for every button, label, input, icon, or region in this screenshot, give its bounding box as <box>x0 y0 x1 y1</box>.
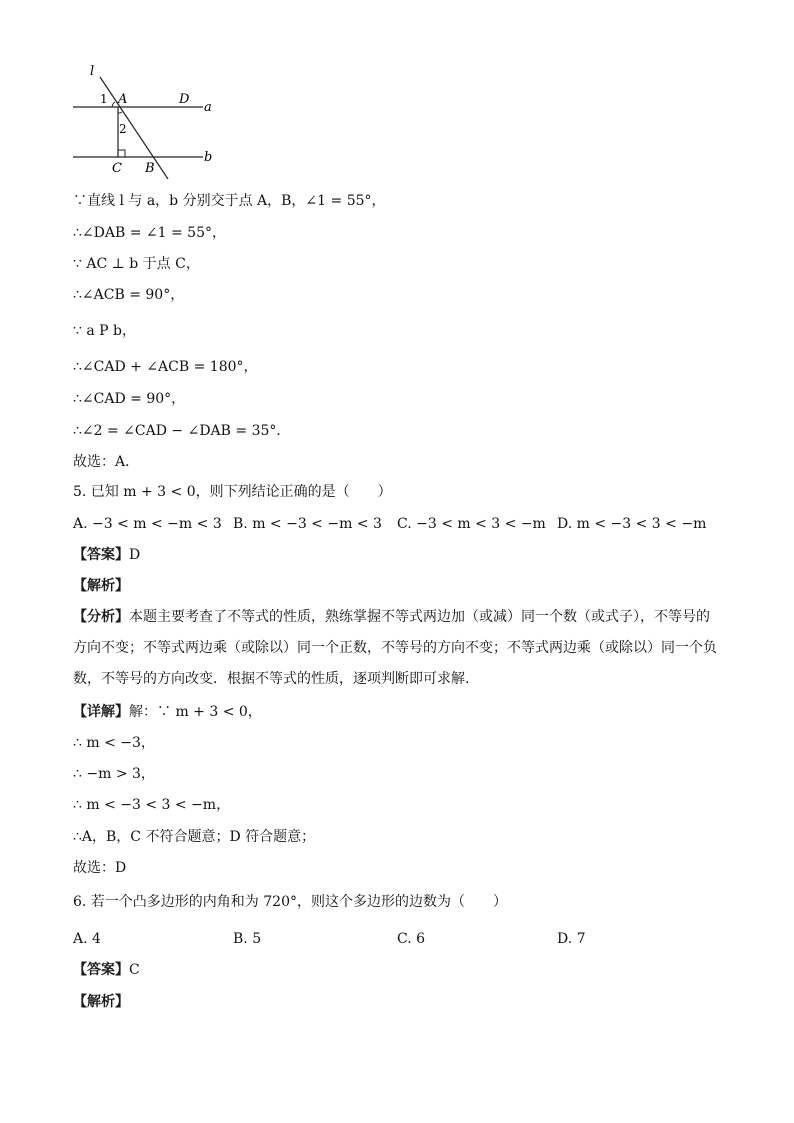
q6-option-d: D. 7 <box>557 931 586 947</box>
label-2: 2 <box>119 122 127 136</box>
angle-1-arc <box>112 102 115 107</box>
label-C: C <box>112 161 122 176</box>
parallel-lines-diagram <box>68 62 228 184</box>
analysis-tag: 【解析】 <box>73 994 129 1010</box>
label-a: a <box>204 100 212 115</box>
detail-tag: 【详解】 <box>73 704 129 720</box>
q6-answer <box>73 960 140 980</box>
answer-value: D <box>129 547 141 563</box>
line-l <box>100 77 168 179</box>
fenxi-text: 本题主要考查了不等式的性质，熟练掌握不等式两边加（或减）同一个数（或式子），不等号的方向不变；不等式两边乘（或除以）同一个正数，不等号的方向不变；不等式两边乘（或除以）同一个负数，不等号的方向改变．根据不等式的性质，逐项判断即可求解． <box>73 609 717 687</box>
right-angle-mark <box>118 150 125 157</box>
label-1: 1 <box>100 92 108 106</box>
label-l: l <box>90 64 95 79</box>
q6-option-c: C. 6 <box>397 931 426 947</box>
solution-line: ∴∠DAB = ∠1 = 55°， <box>73 225 226 241</box>
answer-tag: 【答案】 <box>73 962 129 978</box>
solution-line: ∵直线 l 与 a，b 分别交于点 A，B，∠1 = 55°， <box>73 193 386 209</box>
q5-option-d: D. m < −3 < 3 < −m <box>557 516 707 532</box>
solution-line: ∴∠2 = ∠CAD − ∠DAB = 35°． <box>73 423 291 439</box>
q5-answer <box>73 545 140 565</box>
solution-line: ∴∠CAD + ∠ACB = 180°， <box>73 359 258 375</box>
label-b: b <box>204 150 213 165</box>
q5-detail-first <box>73 702 262 722</box>
geometry-figure <box>68 62 228 184</box>
label-A: A <box>118 92 128 107</box>
question-6-stem: 6. 若一个凸多边形的内角和为 720°，则这个多边形的边数为（ ） <box>73 894 507 910</box>
q6-analysis-tag <box>73 992 129 1012</box>
analysis-tag: 【解析】 <box>73 578 129 594</box>
detail-line: ∴ m < −3 < 3 < −m， <box>73 797 231 813</box>
detail-line: ∴ m < −3， <box>73 735 155 751</box>
q5-option-b: B. m < −3 < −m < 3 <box>233 516 382 532</box>
q6-option-b: B. 5 <box>233 931 262 947</box>
solution-line: 故选：A． <box>73 454 140 470</box>
detail-line: 故选：D <box>73 860 127 876</box>
label-B: B <box>145 161 155 176</box>
q5-option-a: A. −3 < m < −m < 3 <box>73 516 222 532</box>
answer-tag: 【答案】 <box>73 547 129 563</box>
detail-line: ∴A，B，C 不符合题意；D 符合题意； <box>73 829 316 845</box>
answer-value: C <box>129 962 140 978</box>
solution-line: ∴∠CAD = 90°， <box>73 391 186 407</box>
solution-line: ∴∠ACB = 90°， <box>73 287 185 303</box>
q5-analysis-tag <box>73 576 129 596</box>
question-5-stem: 5. 已知 m + 3 < 0，则下列结论正确的是（ ） <box>73 484 392 500</box>
label-D: D <box>179 92 190 107</box>
q6-option-a: A. 4 <box>73 931 101 947</box>
solution-line: ∵ AC ⊥ b 于点 C， <box>73 256 200 272</box>
fenxi-tag: 【分析】 <box>73 609 129 625</box>
solution-line: ∵ a P b， <box>73 323 136 339</box>
q5-option-c: C. −3 < m < 3 < −m <box>397 516 546 532</box>
q5-fenxi <box>73 602 723 695</box>
detail-line: 解：∵ m + 3 < 0， <box>129 704 262 720</box>
detail-line: ∴ −m > 3， <box>73 766 155 782</box>
